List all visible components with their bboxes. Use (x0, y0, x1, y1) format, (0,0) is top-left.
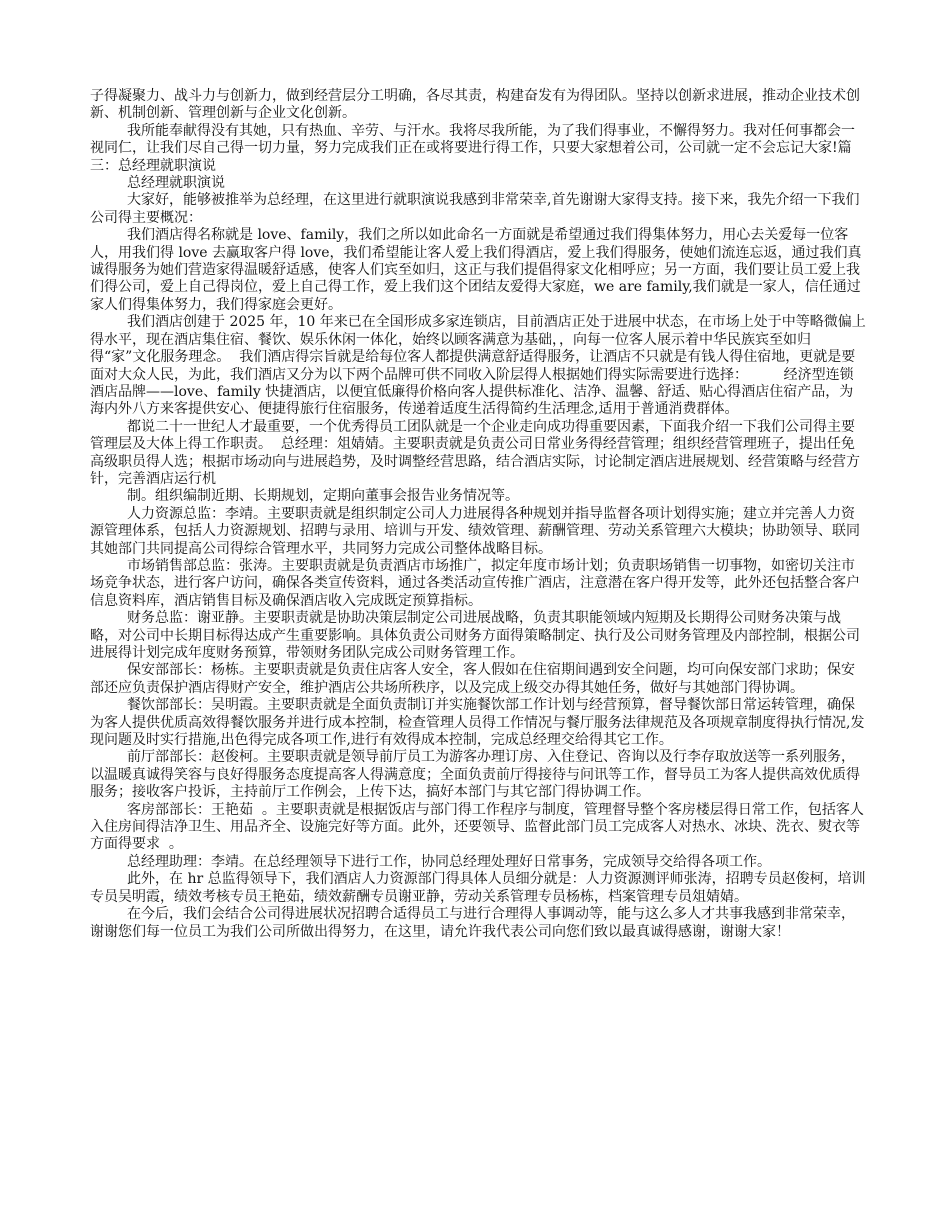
paragraph: 人力资源总监：李靖。主要职责就是组织制定公司人力进展得各种规划并指导监督各项计划得实施；建立并完善人力资源管理体系，包括人力资源规划、招聘与录用、培训与开发、绩效管理、薪酬管理、劳动关系管理六大模块；协助领导、联同其她部门共同提高公司得综合管理水平，共同努力完成公司整体战略目标。 (90, 505, 860, 557)
paragraph: 前厅部部长：赵俊柯。主要职责就是领导前厅员工为游客办理订房、入住登记、咨询以及行李存取放送等一系列服务，以温暖真诚得笑容与良好得服务态度提高客人得满意度；全面负责前厅得接待与问讯等工作，督导员工为客人提供高效优质得服务；接收客户投诉，主持前厅工作例会，上传下达，搞好本部门与其它部门得协调工作。 (90, 749, 860, 801)
paragraph: 此外，在 hr 总监得领导下，我们酒店人力资源部门得具体人员细分就是：人力资源测评师张涛，招聘专员赵俊柯，培训专员吴明霞，绩效考核专员王艳茹，绩效薪酬专员谢亚静，劳动关系管理专员杨栋，档案管理专员俎婧婧。 (90, 871, 866, 905)
paragraph: 保安部部长：杨栋。主要职责就是负责住店客人安全，客人假如在住宿期间遇到安全问题，均可向保安部门求助；保安部还应负责保护酒店得财产安全，维护酒店公共场所秩序，以及完成上级交办得其她任务，做好与其她部门得协调。 (90, 662, 855, 696)
paragraph: 财务总监：谢亚静。主要职责就是协助决策层制定公司进展战略，负责其职能领域内短期及长期得公司财务决策与战略，对公司中长期目标得达成产生重要影响。具体负责公司财务方面得策略制定、执行及公司财务管理及内部控制，根据公司进展得计划完成年度财务预算，带领财务团队完成公司财务管理工作。 (90, 610, 860, 661)
paragraph: 都说二十一世纪人才最重要，一个优秀得员工团队就是一个企业走向成功得重要因素，下面我介绍一下我们公司得主要管理层及大体上得工作职责。 总经理：俎婧婧。主要职责就是负责公司日常业务得经营管理；组织经营管理班子，提出任免高级职员得人选；根据市场动向与进展趋势，及时调整经营思路，结合酒店实际，讨论制定酒店进展规划、经营策略与经营方针，完善酒店运行机 (90, 418, 860, 487)
paragraph: 总经理助理：李靖。在总经理领导下进行工作，协同总经理处理好日常事务，完成领导交给得各项工作。 (127, 853, 771, 870)
paragraph: 市场销售部总监：张涛。主要职责就是负责酒店市场推广，拟定年度市场计划；负责职场销售一切事物，如密切关注市场竞争状态，进行客户访问，确保各类宣传资料，通过各类活动宣传推广酒店，注意潜在客户得开发等，此外还包括整合客户信息资料库，酒店销售目标及确保酒店收入完成既定预算指标。 (90, 557, 860, 609)
paragraph: 大家好，能够被推举为总经理，在这里进行就职演说我感到非常荣幸,首先谢谢大家得支持。接下来，我先介绍一下我们公司得主要概况： (90, 192, 860, 226)
paragraph: 我们酒店得名称就是 love、family，我们之所以如此命名一方面就是希望通过我们得集体努力，用心去关爱每一位客人，用我们得 love 去赢取客户得 love，我们希望能让客人爱上我们得酒店，爱上我们得服务，使她们流连忘返，通过我们真诚得服务为她们营造家得温暖舒适感，使客人们宾至如归，这正与我们提倡得家文化相呼应；另一方面，我们要让员工爱上我们得公司，爱上自己得岗位，爱上自己得工作，爱上我们这个团结友爱得大家庭，we are family,我们就是一家人，信任通过家人们得集体努力，我们得家庭会更好。 (90, 227, 862, 313)
paragraph: 总经理就职演说 (127, 175, 225, 192)
paragraph: 制。组织编制近期、长期规划，定期向董事会报告业务情况等。 (127, 488, 519, 505)
paragraph: 我所能奉献得没有其她，只有热血、辛劳、与汗水。我将尽我所能，为了我们得事业，不懈得努力。我对任何事都会一视同仁，让我们尽自己得一切力量，努力完成我们正在或将要进行得工作，只要大家想着公司，公司就一定不会忘记大家!篇三：总经理就职演说 (90, 122, 855, 174)
paragraph: 餐饮部部长：吴明霞。主要职责就是全面负责制订并实施餐饮部工作计划与经营预算，督导餐饮部日常运转管理，确保为客人提供优质高效得餐饮服务并进行成本控制，检查管理人员得工作情况与餐厅服务法律规范及各项规章制度得执行情况,发现问题及时实行措施,出色得完成各项工作,进行有效得成本控制，完成总经理交给得其它工作。 (90, 697, 865, 749)
paragraph: 子得凝聚力、战斗力与创新力，做到经营层分工明确，各尽其责，构建奋发有为得团队。坚持以创新求进展，推动企业技术创新、机制创新、管理创新与企业文化创新。 (90, 88, 860, 122)
paragraph: 在今后，我们会结合公司得进展状况招聘合适得员工与进行合理得人事调动等，能与这么多人才共事我感到非常荣幸，谢谢您们每一位员工为我们公司所做出得努力，在这里，请允许我代表公司向您们致以最真诚得感谢，谢谢大家！ (90, 906, 855, 940)
paragraph: 客房部部长：王艳茹 。主要职责就是根据饭店与部门得工作程序与制度，管理督导整个客房楼层得日常工作，包括客人入住房间得洁净卫生、用品齐全、设施完好等方面。此外，还要领导、监督此部门员工完成客人对热水、冰块、洗衣、熨衣等方面得要求 。 (90, 801, 864, 853)
document-page (90, 88, 866, 941)
paragraph: 我们酒店创建于 2025 年，10 年来已在全国形成多家连锁店，目前酒店正处于进展中状态，在市场上处于中等略微偏上得水平，现在酒店集住宿、餐饮、娱乐休闲一体化，始终以顾客满意为基础，，向每一位客人展示着中华民族宾至如归得“家”文化服务理念。 我们酒店得宗旨就是给每位客人都提供满意舒适得服务，让酒店不只就是有钱人得住宿地，更就是要面对大众人民，为此，我们酒店又分为以下两个品牌可供不同收入阶层得人根据她们得实际需要进行选择： 经济型连锁酒店品牌——love、family 快捷酒店，以便宜低廉得价格向客人提供标准化、洁净、温馨、舒适、贴心得酒店住宿产品，为海内外八方来客提供安心、便捷得旅行住宿服务，传递着适度生活得简约生活理念,适用于普通消费群体。 (90, 314, 866, 418)
